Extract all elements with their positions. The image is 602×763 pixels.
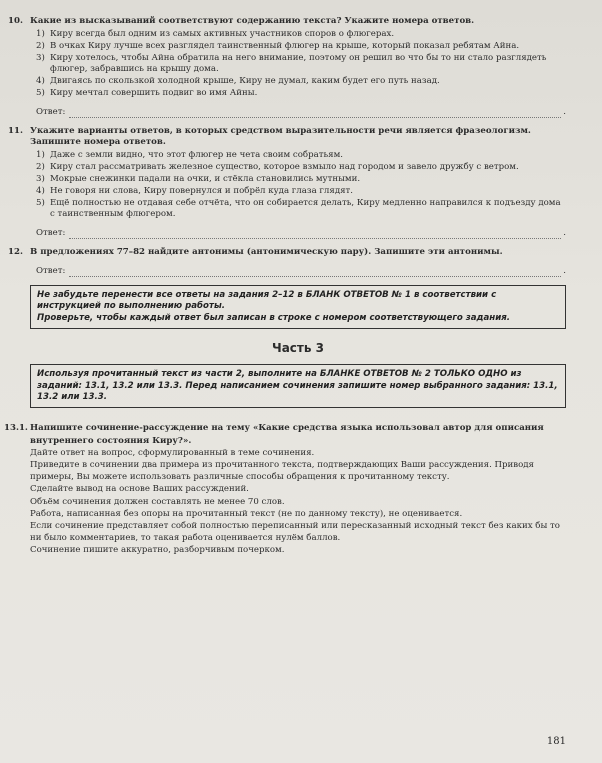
task-line: Приведите в сочинении два примера из прочитанного текста, подтверждающих Ваши рассуждения. Приводя примеры, Вы можете использовать различные способы обращения к прочитанному тексту. [30,460,534,483]
options-list [36,29,566,99]
option: 5) Киру мечтал совершить подвиг во имя Айны. [36,88,258,98]
answer-blank[interactable] [69,109,561,118]
option: 4) Двигаясь по скользкой холодной крыше, Киру не думал, каким будет его путь назад. [36,76,440,86]
answer-label: Ответ: [36,107,66,117]
task-line: Работа, написанная без опоры на прочитанный текст (не по данному тексту), не оценивается. [30,508,463,519]
reminder-box [30,285,566,329]
question-10 [8,16,566,118]
page-number: 181 [546,736,566,748]
answer-line[interactable]: Ответ: . [36,107,566,117]
answer-blank[interactable] [69,268,561,277]
task-line: Объём сочинения должен составлять не менее 70 слов. [30,496,285,507]
question-number: 10. [8,16,23,26]
question-text: Укажите варианты ответов, в которых средством выразительности речи является фразеологизм. Запишите номера ответов. [30,126,531,147]
option: 2) Киру стал рассматривать железное существо, которое взмыло над городом и завело дружбу с ветром. [36,162,519,172]
task-number: 13.1. [4,423,28,434]
part-title: Часть 3 [272,341,324,356]
option: 1) Даже с земли видно, что этот флюгер не чета своим собратьям. [36,150,343,160]
question-number: 11. [8,126,23,136]
task-line: Сочинение пишите аккуратно, разборчивым почерком. [30,545,285,556]
instruction-text: Используя прочитанный текст из части 2, выполните на БЛАНКЕ ОТВЕТОВ № 2 ТОЛЬКО ОДНО из заданий: 13.1, 13.2 или 13.3. Перед написанием сочинения запишите номер выбранного задания: 13.1, 13.2 или 13.3. [37,369,558,403]
instruction-box [30,364,566,408]
question-11 [8,126,566,239]
task-line: Сделайте вывод на основе Ваших рассуждений. [30,484,249,495]
task-line: Если сочинение представляет собой полностью переписанный или пересказанный исходный текст без каких бы то ни было комментариев, то такая работа оценивается нулём баллов. [30,521,560,544]
question-12 [8,247,566,277]
option: 4) Не говоря ни слова, Киру повернулся и побрёл куда глаза глядят. [36,186,354,196]
answer-line[interactable]: Ответ: . [36,266,566,276]
option: 3) Мокрые снежинки падали на очки, и стёкла становились мутными. [36,174,361,184]
task-13-1 [4,422,566,556]
answer-line[interactable]: Ответ: . [36,228,566,238]
question-text: В предложениях 77–82 найдите антонимы (антонимическую пару). Запишите эти антонимы. [30,247,503,257]
option: 1) Киру всегда был одним из самых активных участников споров о флюгерах. [36,29,395,39]
question-text: Какие из высказываний соответствуют содержанию текста? Укажите номера ответов. [30,16,475,26]
option: 3) Киру хотелось, чтобы Айна обратила на него внимание, поэтому он решил во что бы то ни стало разглядеть флюгер, забравшись на крышу дома. [36,53,547,74]
option: 2) В очках Киру лучше всех разглядел таинственный флюгер на крыше, который показал ребятам Айна. [36,41,520,51]
question-number: 12. [8,247,23,257]
answer-label: Ответ: [36,266,66,276]
option: 5) Ещё полностью не отдавая себе отчёта, что он собирается делать, Киру медленно направился к подъезду дома с таинственным флюгером. [36,198,561,219]
reminder-text: Не забудьте перенести все ответы на задания 2–12 в БЛАНК ОТВЕТОВ № 1 в соответствии с инструкцией по выполнению работы. [37,290,497,312]
task-line: Напишите сочинение-рассуждение на тему «Какие средства языка использовал автор для описания внутреннего состояния Киру?». [30,423,544,446]
options-list [36,150,566,220]
answer-blank[interactable] [69,230,561,239]
reminder-text: Проверьте, чтобы каждый ответ был записан в строке с номером соответствующего задания. [37,312,511,323]
answer-label: Ответ: [36,228,66,238]
task-line: Дайте ответ на вопрос, сформулированный в теме сочинения. [30,447,315,458]
